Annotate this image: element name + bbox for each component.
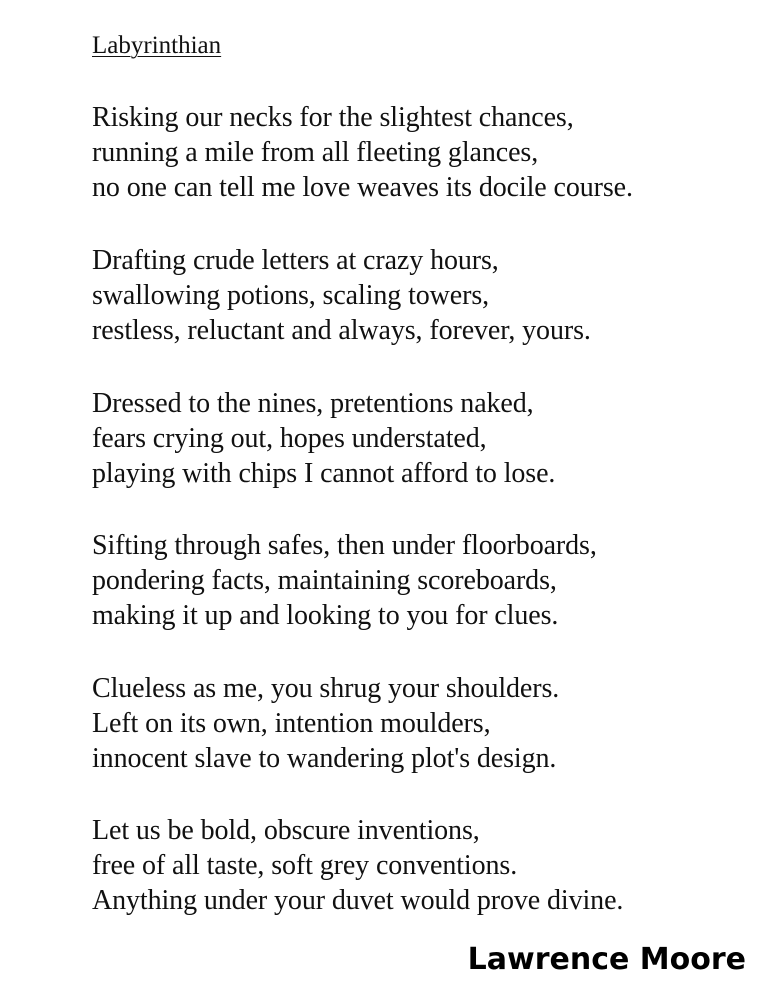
- poem-line: Drafting crude letters at crazy hours,: [92, 245, 499, 276]
- poem-line: Clueless as me, you shrug your shoulders.: [92, 673, 560, 704]
- poem-line: Let us be bold, obscure inventions,: [92, 815, 480, 846]
- stanza: [92, 671, 752, 776]
- poem-line: Sifting through safes, then under floorboards,: [92, 530, 597, 561]
- poem-line: fears crying out, hopes understated,: [92, 423, 487, 454]
- stanza: [92, 243, 752, 348]
- poem-line: Risking our necks for the slightest chances,: [92, 102, 574, 133]
- poem-line: making it up and looking to you for clues.: [92, 600, 559, 631]
- poem-line: playing with chips I cannot afford to lose.: [92, 458, 556, 489]
- stanza: [92, 528, 752, 633]
- poem-line: no one can tell me love weaves its docile course.: [92, 172, 633, 203]
- stanza: [92, 813, 752, 918]
- poem-line: pondering facts, maintaining scoreboards,: [92, 565, 557, 596]
- poem-line: free of all taste, soft grey conventions.: [92, 850, 518, 881]
- stanza: [92, 386, 752, 491]
- stanza: [92, 100, 752, 205]
- poem-line: restless, reluctant and always, forever, yours.: [92, 315, 591, 346]
- author-name: Lawrence Moore: [467, 942, 746, 977]
- poem-line: innocent slave to wandering plot's design.: [92, 743, 557, 774]
- poem-line: Left on its own, intention moulders,: [92, 708, 491, 739]
- poem-line: Dressed to the nines, pretentions naked,: [92, 388, 534, 419]
- poem-line: swallowing potions, scaling towers,: [92, 280, 490, 311]
- poem-title: Labyrinthian: [92, 32, 222, 59]
- poem-line: running a mile from all fleeting glances,: [92, 137, 539, 168]
- poem-line: Anything under your duvet would prove divine.: [92, 885, 624, 916]
